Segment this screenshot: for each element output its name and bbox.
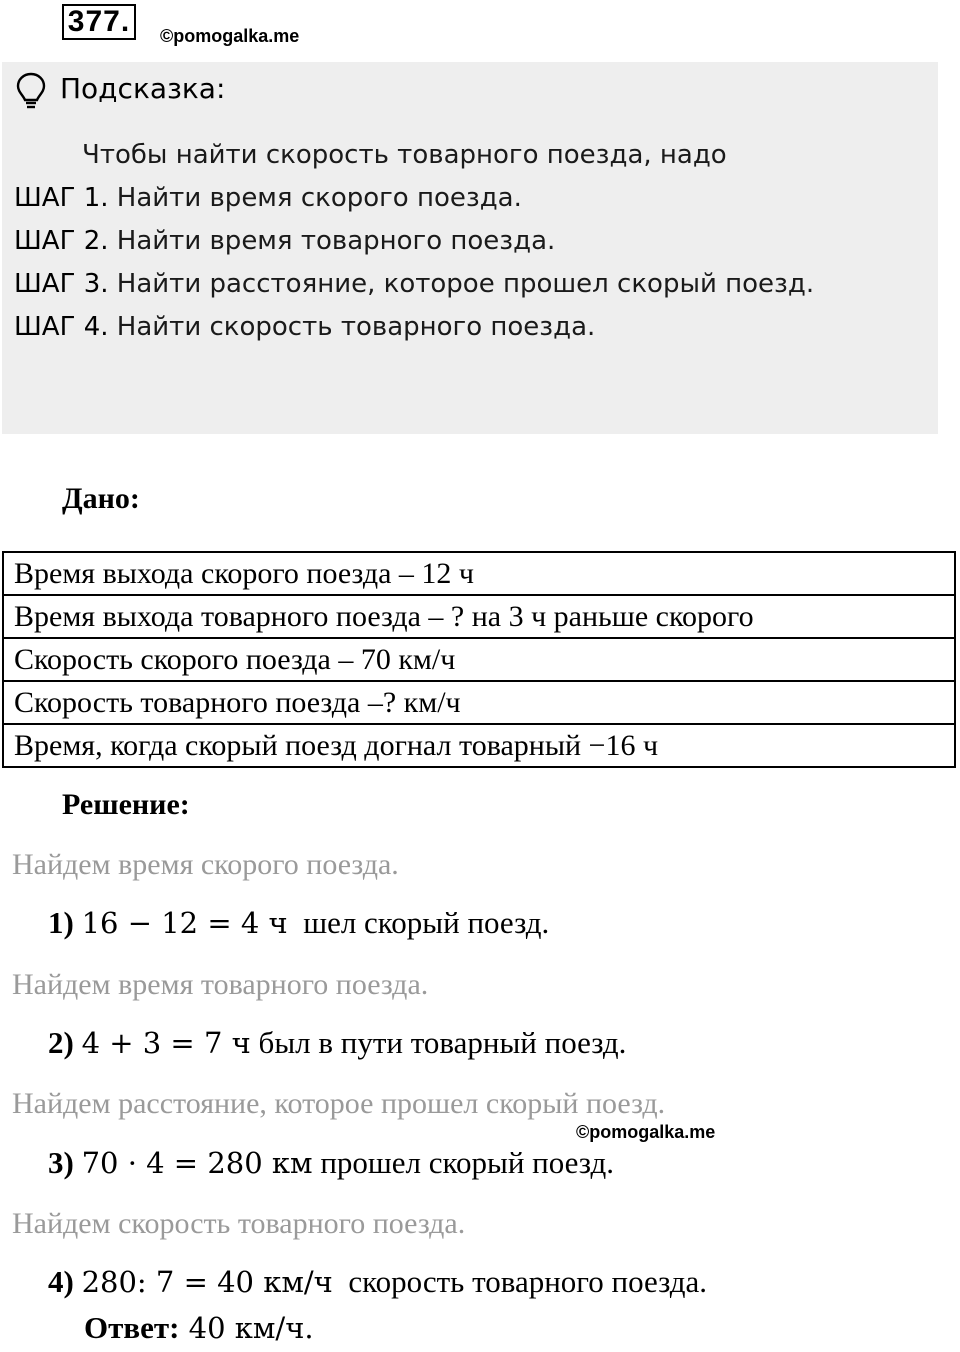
table-cell: Скорость скорого поезда – 70 км/ч (3, 638, 955, 681)
solution-caption-1: Найдем время скорого поезда. (12, 848, 399, 881)
solution-heading: Решение: (62, 788, 190, 821)
step-text: прошел скорый поезд. (312, 1145, 614, 1180)
solution-step-4 (48, 1264, 707, 1300)
hint-step-label: ШАГ 4. (14, 312, 109, 342)
step-number: 4) (48, 1264, 74, 1299)
hint-step-text: Найти время товарного поезда. (116, 226, 556, 256)
watermark-top: ©pomogalka.me (160, 26, 300, 46)
step-text: был в пути товарный поезд. (250, 1025, 627, 1060)
hint-step-label: ШАГ 1. (14, 183, 109, 213)
step-expression: 4 + 3 = 7 ч (81, 1026, 251, 1060)
hint-step-1 (14, 183, 522, 213)
step-number: 1) (48, 905, 74, 940)
table-cell: Время выхода товарного поезда – ? на 3 ч раньше скорого (3, 595, 955, 638)
solution-caption-3: Найдем расстояние, которое прошел скорый поезд. (12, 1087, 666, 1120)
hint-step-2 (14, 226, 555, 256)
table-cell: Время, когда скорый поезд догнал товарный −16 ч (3, 724, 955, 767)
step-text: шел скорый поезд. (287, 905, 550, 940)
table-cell: Скорость товарного поезда –? км/ч (3, 681, 955, 724)
step-expression: 16 − 12 = 4 ч (81, 906, 288, 940)
watermark-middle: ©pomogalka.me (576, 1122, 716, 1142)
solution-caption-2: Найдем время товарного поезда. (12, 968, 429, 1001)
hint-step-3 (14, 269, 814, 299)
hint-step-label: ШАГ 3. (14, 269, 109, 299)
answer-value: 40 км/ч. (179, 1311, 314, 1345)
table-row (3, 638, 955, 681)
hint-intro: Чтобы найти скорость товарного поезда, надо (82, 140, 727, 170)
hint-step-4 (14, 312, 595, 342)
answer (84, 1310, 314, 1346)
step-expression: 70 · 4 = 280 км (81, 1146, 313, 1180)
step-number: 2) (48, 1025, 74, 1060)
solution-step-2 (48, 1025, 626, 1061)
table-row (3, 595, 955, 638)
solution-step-3 (48, 1145, 614, 1181)
solution-step-1 (48, 905, 549, 941)
hint-title: Подсказка: (60, 72, 226, 105)
table-row (3, 724, 955, 767)
hint-step-label: ШАГ 2. (14, 226, 109, 256)
hint-step-text: Найти время скорого поезда. (116, 183, 522, 213)
lightbulb-icon (16, 72, 46, 110)
table-row (3, 552, 955, 595)
task-number: 377. (62, 4, 136, 40)
table-row (3, 681, 955, 724)
step-number: 3) (48, 1145, 74, 1180)
given-table (2, 551, 956, 768)
step-text: скорость товарного поезда. (332, 1264, 708, 1299)
step-expression: 280: 7 = 40 км/ч (81, 1265, 333, 1299)
hint-step-text: Найти расстояние, которое прошел скорый поезд. (116, 269, 815, 299)
table-cell: Время выхода скорого поезда – 12 ч (3, 552, 955, 595)
solution-caption-4: Найдем скорость товарного поезда. (12, 1207, 466, 1240)
answer-label: Ответ: (84, 1310, 180, 1345)
given-heading: Дано: (62, 482, 140, 515)
hint-step-text: Найти скорость товарного поезда. (116, 312, 596, 342)
